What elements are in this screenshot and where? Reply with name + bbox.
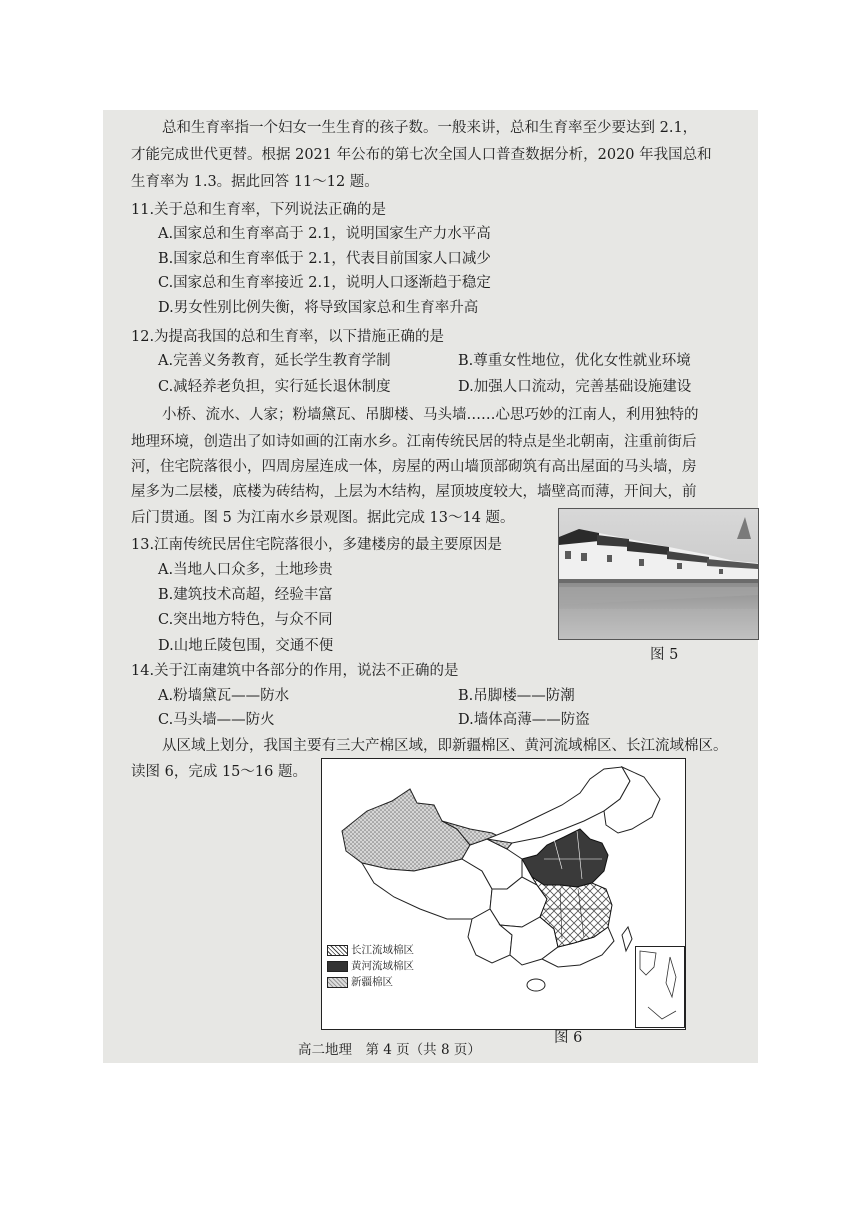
legend-item-yellow <box>327 958 414 974</box>
south-china-sea-inset <box>635 946 685 1028</box>
option-c: C.减轻养老负担，实行延长退休制度 <box>158 379 391 395</box>
page-footer: 高二地理 第 4 页（共 8 页） <box>298 1042 481 1058</box>
figure-5-photo <box>558 508 759 640</box>
xinjiang-region <box>342 789 470 871</box>
intro-text: 才能完成世代更替。根据 2021 年公布的第七次全国人口普查数据分析，2020 年我国总和 <box>131 147 712 163</box>
map-legend <box>327 942 414 990</box>
option-b: B.建筑技术高超，经验丰富 <box>158 587 333 603</box>
legend-item-yangtze <box>327 942 414 958</box>
option-d: D.加强人口流动，完善基础设施建设 <box>458 379 692 395</box>
legend-item-xinjiang <box>327 974 414 990</box>
yangtze-swatch <box>327 945 348 956</box>
figure-6-map <box>321 758 686 1030</box>
option-d: D.男女性别比例失衡，将导致国家总和生育率升高 <box>158 300 479 316</box>
xinjiang-swatch <box>327 977 348 988</box>
option-c: C.国家总和生育率接近 2.1，说明人口逐渐趋于稳定 <box>158 275 491 291</box>
option-c: C.马头墙——防火 <box>158 712 275 728</box>
legend-label: 新疆棉区 <box>351 976 393 988</box>
intro-text: 生育率为 1.3。据此回答 11～12 题。 <box>131 174 379 190</box>
yellow-river-swatch <box>327 961 348 972</box>
option-d: D.山地丘陵包围，交通不便 <box>158 638 334 654</box>
option-b: B.吊脚楼——防潮 <box>458 688 575 704</box>
intro-text: 屋多为二层楼，底楼为砖结构，上层为木结构，屋顶坡度较大，墙壁高而薄，开间大，前 <box>131 484 697 500</box>
option-d: D.墙体高薄——防盗 <box>458 712 590 728</box>
intro-text: 从区域上划分，我国主要有三大产棉区域，即新疆棉区、黄河流域棉区、长江流域棉区。 <box>162 738 728 754</box>
option-a: A.国家总和生育率高于 2.1，说明国家生产力水平高 <box>158 226 491 242</box>
question-stem: 12.为提高我国的总和生育率，以下措施正确的是 <box>131 329 445 345</box>
figure-5-caption: 图 5 <box>650 647 679 663</box>
question-stem: 11.关于总和生育率，下列说法正确的是 <box>131 202 387 218</box>
question-stem: 13.江南传统民居住宅院落很小，多建楼房的最主要原因是 <box>131 537 503 553</box>
option-a: A.粉墙黛瓦——防水 <box>158 688 290 704</box>
intro-text: 河，住宅院落很小，四周房屋连成一体，房屋的两山墙顶部砌筑有高出屋面的马头墙，房 <box>131 459 697 475</box>
option-b: B.国家总和生育率低于 2.1，代表目前国家人口减少 <box>158 251 491 267</box>
intro-text: 小桥、流水、人家；粉墙黛瓦、吊脚楼、马头墙……心思巧妙的江南人，利用独特的 <box>162 407 699 423</box>
option-b: B.尊重女性地位，优化女性就业环境 <box>458 353 691 369</box>
figure-6-caption: 图 6 <box>554 1030 583 1046</box>
option-a: A.完善义务教育，延长学生教育学制 <box>158 353 391 369</box>
intro-text: 地理环境，创造出了如诗如画的江南水乡。江南传统民居的特点是坐北朝南，注重前街后 <box>131 434 697 450</box>
intro-text: 读图 6，完成 15～16 题。 <box>131 764 307 780</box>
question-stem: 14.关于江南建筑中各部分的作用，说法不正确的是 <box>131 663 459 679</box>
intro-text: 后门贯通。图 5 为江南水乡景观图。据此完成 13～14 题。 <box>131 510 515 526</box>
option-a: A.当地人口众多，土地珍贵 <box>158 562 333 578</box>
legend-label: 黄河流域棉区 <box>351 960 414 972</box>
intro-text: 总和生育率指一个妇女一生生育的孩子数。一般来讲，总和生育率至少要达到 2.1， <box>162 120 698 136</box>
legend-label: 长江流域棉区 <box>351 944 414 956</box>
option-c: C.突出地方特色，与众不同 <box>158 612 333 628</box>
